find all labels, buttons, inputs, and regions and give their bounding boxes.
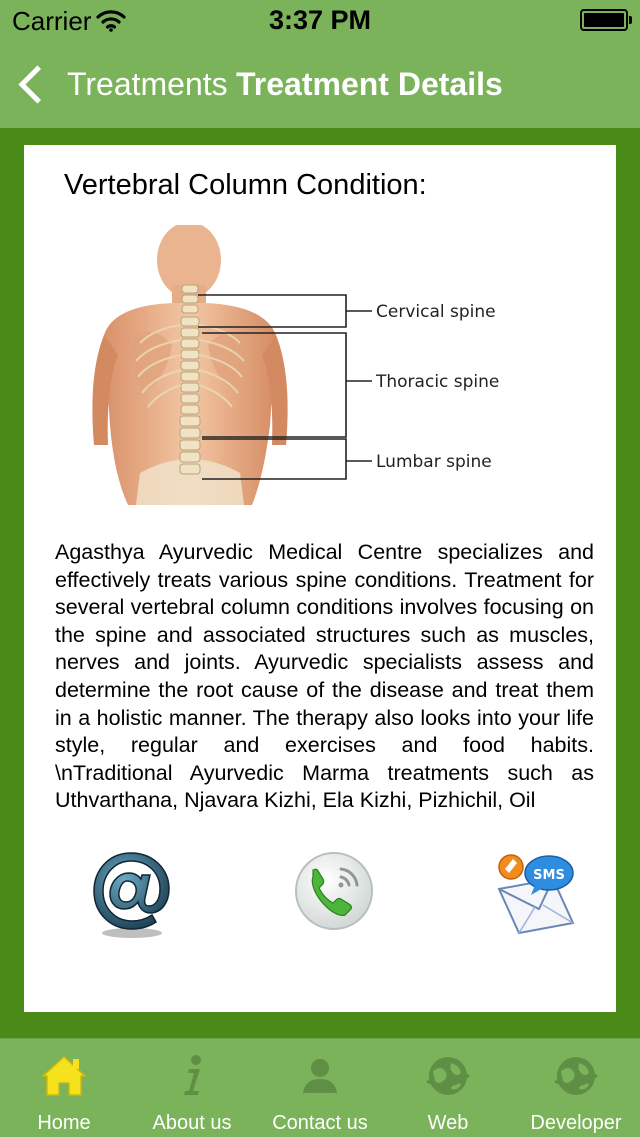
thoracic-label: Thoracic spine: [376, 372, 500, 392]
tab-contact-us[interactable]: [256, 1039, 384, 1137]
sms-badge-label: SMS: [533, 868, 565, 883]
tab-developer-label: Developer: [530, 1112, 622, 1134]
action-icons: [24, 845, 616, 945]
tab-home[interactable]: [0, 1039, 128, 1137]
spine-diagram-image: [84, 225, 544, 515]
globe-icon: [551, 1051, 601, 1101]
globe-icon: [423, 1051, 473, 1101]
tab-about-us-label: About us: [152, 1112, 232, 1134]
at-sign-icon: [86, 845, 176, 940]
spine-illustration: [84, 225, 544, 515]
person-icon: [295, 1051, 345, 1101]
content-card: [24, 145, 616, 1012]
cervical-label: Cervical spine: [376, 302, 496, 322]
call-button[interactable]: [289, 845, 379, 940]
treatment-heading: Vertebral Column Condition:: [64, 169, 427, 201]
tab-contact-us-label: Contact us: [272, 1112, 368, 1134]
tab-developer[interactable]: [512, 1039, 640, 1137]
tab-about-us[interactable]: [128, 1039, 256, 1137]
tab-bar: [0, 1038, 640, 1137]
sms-button[interactable]: [491, 845, 581, 940]
status-bar: [0, 0, 640, 40]
top-bar: [0, 0, 640, 128]
tab-web-label: Web: [427, 1112, 469, 1134]
battery-icon: [580, 9, 628, 31]
carrier-label: Carrier: [12, 6, 92, 36]
treatment-description: Agasthya Ayurvedic Medical Centre specializes and effectively treats various spine conditions. Treatment for several vertebral column conditions involves focusing on the spine and associated structures such as muscles, nerves and joints. Ayurvedic specialists assess and determine the root cause of the disease and treat them in a holistic manner. The therapy also looks into your life style, regular and exercises and food habits. \nTraditional Ayurvedic Marma treatments such as Uthvarthana, Njavara Kizhi, Ela Kizhi, Pizhichil, Oil: [55, 540, 594, 813]
tab-web[interactable]: [384, 1039, 512, 1137]
house-icon: [39, 1051, 89, 1101]
phone-icon: [289, 845, 379, 940]
page-title: Treatment Details: [236, 66, 503, 102]
tab-home-label: Home: [37, 1112, 91, 1134]
email-button[interactable]: [86, 845, 176, 940]
back-button-label: Treatments: [67, 65, 228, 102]
navigation-bar: [0, 40, 640, 128]
sms-envelope-icon: [491, 845, 581, 940]
lumbar-label: Lumbar spine: [376, 452, 492, 472]
info-icon: [167, 1051, 217, 1101]
status-time: 3:37 PM: [268, 5, 372, 35]
back-button[interactable]: [16, 62, 228, 106]
chevron-left-icon: [18, 65, 56, 103]
